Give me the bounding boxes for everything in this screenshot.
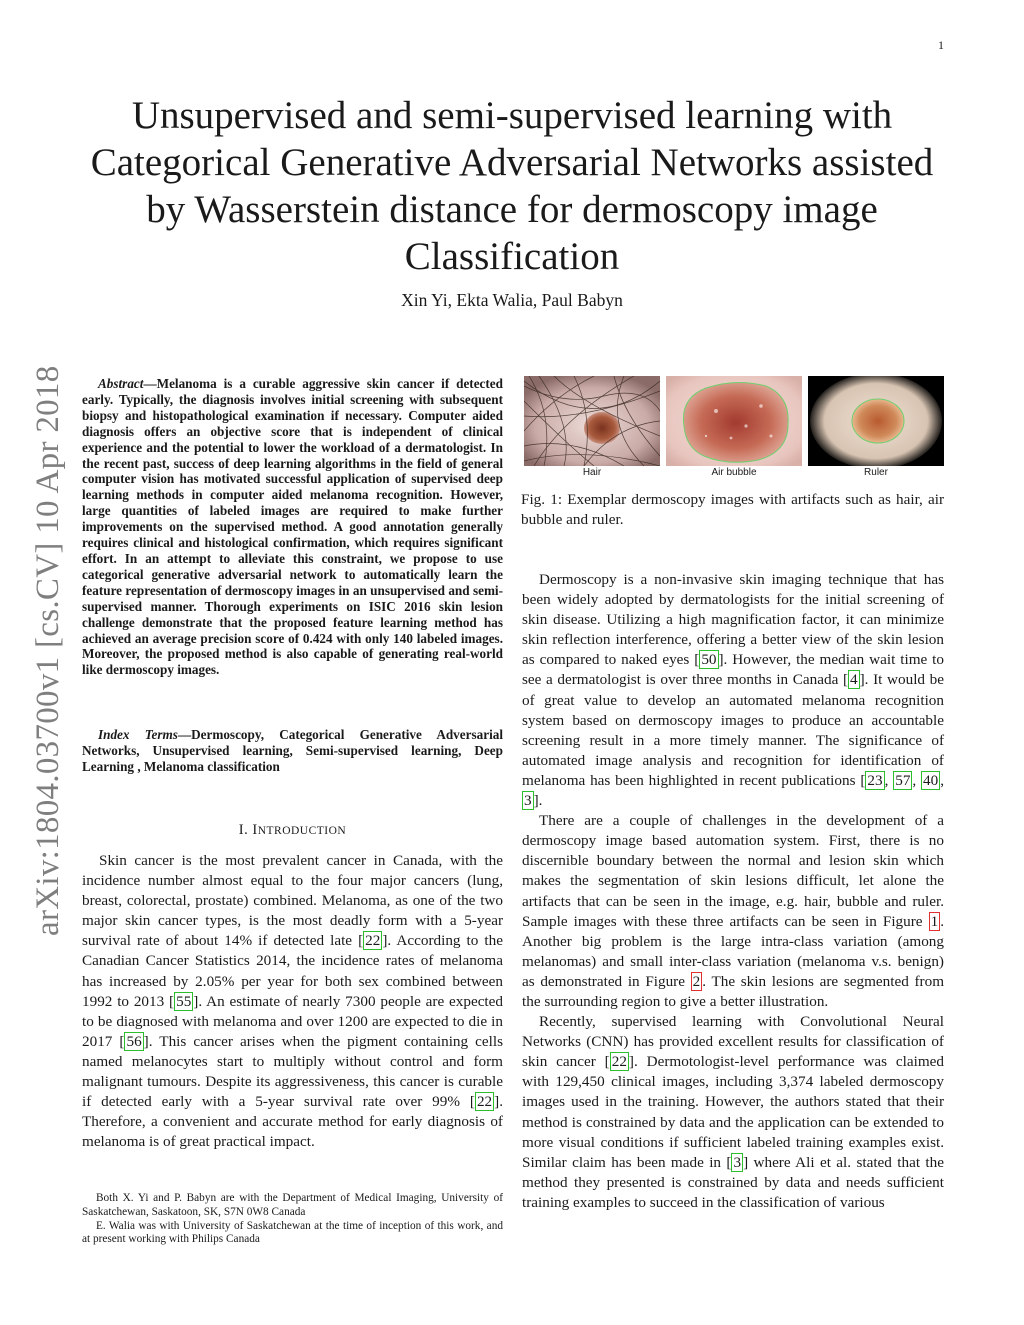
section-number: I. — [238, 822, 249, 838]
arxiv-identifier: arXiv:1804.03700v1 [cs.CV] 10 Apr 2018 — [30, 365, 66, 936]
citation-link[interactable]: 55 — [176, 992, 192, 1010]
abstract-text: —Melanoma is a curable aggressive skin cancer if detected early. Typically, the diagnosis involves initial screening with subsequent biopsy and histopathological examination if necessary. Computer aided diagnosis offers an objective score that is independent of clinical experience and the potential to lower the workload of a dermatologist. In the recent past, success of deep learning algorithms in the field of general computer vision has motivated successful application of supervised deep learning methods in computer aided melanoma recognition. However, large quantities of labeled images are required to make further improvements on the supervised method. A good annotation generally requires clinical and histological confirmation, which requires significant effort. In an attempt to alleviate this constraint, we propose to use categorical generative adversarial network to automatically learn the feature representation of dermoscopy images in an unsupervised and semi-supervised manner. Thorough experiments on ISIC 2016 skin lesion challenge demonstrate that the proposed feature learning method has achieved an average precision score of 0.424 with only 140 labeled images. Moreover, the proposed method is also capable of generating real-world like dermoscopy images. — [82, 376, 503, 678]
figure-caption: Fig. 1: Exemplar dermoscopy images with artifacts such as hair, air bubble and ruler. — [521, 491, 944, 529]
figure-image-air-bubble — [666, 376, 802, 466]
body-text: , — [940, 771, 945, 789]
index-terms-label: Index Terms — [98, 727, 178, 742]
citation-link[interactable]: 56 — [126, 1032, 142, 1050]
intro-paragraph — [82, 851, 503, 1152]
citation-link[interactable]: 57 — [895, 771, 911, 789]
paper-title: Unsupervised and semi-supervised learning with Categorical Generative Adversarial Networks assisted by Wasserstein distance for dermoscopy image Classification — [90, 94, 934, 278]
index-terms — [82, 727, 503, 775]
abstract — [82, 376, 503, 678]
citation-link[interactable]: 40 — [923, 771, 939, 789]
figure-image-ruler — [808, 376, 944, 466]
body-text: Dermoscopy is a non-invasive skin imaging technique that has been widely adopted by dermatologists for the initial screening of skin disease. Utilizing a high magnification factor, it can minimize skin reflection interference, offering a better view of the skin lesion as compared to naked eyes [ — [522, 571, 944, 669]
right-column-text — [522, 570, 944, 1213]
paragraph-dermoscopy — [522, 570, 944, 811]
citation-link[interactable]: 3 — [733, 1153, 742, 1171]
footnotes — [82, 1192, 503, 1247]
section-heading-introduction — [82, 822, 503, 839]
body-text: ] where Ali et al. stated that the method they presented is constrained by data and needs sufficient training examples to succeed in the classification of various — [522, 1153, 944, 1211]
citation-link[interactable]: 3 — [524, 792, 532, 810]
figure-label-ruler: Ruler — [864, 467, 888, 478]
paper-authors: Xin Yi, Ekta Walia, Paul Babyn — [401, 290, 623, 310]
body-text: ]. — [533, 792, 543, 810]
figure-label-hair: Hair — [582, 467, 602, 478]
body-text: ]. Dermotologist-level performance was claimed with 129,450 clinical images, including 3,374 labeled dermoscopy images used in the training. However, the authors stated that their method is constrained by data and the application can be extended to more visual conditions if sufficient labeled training examples exist. Similar claim has been made in [ — [522, 1053, 944, 1171]
figure-ref-link[interactable]: 2 — [692, 972, 701, 990]
section-title-rest: NTRODUCTION — [257, 825, 347, 837]
abstract-label: Abstract — [98, 376, 144, 391]
intro-text: Skin cancer is the most prevalent cancer in Canada, with the incidence number almost equal to the four major cancers (lung, breast, colorectal, prostate) combined. Melanoma, as one of the two major skin cancer types, is the most deadly form with a 5-year survival rate of about 14% if detected late [ — [82, 852, 503, 950]
figure-label-air-bubble: Air bubble — [711, 467, 757, 478]
figure-image-hair — [524, 376, 660, 466]
body-text: , — [912, 771, 922, 789]
intro-text: ]. Therefore, a convenient and accurate method for early diagnosis of melanoma is of great practical impact. — [82, 1093, 503, 1151]
body-text: , — [884, 771, 894, 789]
citation-link[interactable]: 50 — [701, 651, 717, 669]
intro-text: ]. According to the Canadian Cancer Statistics 2014, the incidence rates of melanoma has increased by 2.05% per year for both sex combined between 1992 to 2013 [ — [82, 932, 503, 1010]
figure-ref-link[interactable]: 1 — [930, 912, 939, 930]
body-text: Recently, supervised learning with Convolutional Neural Networks (CNN) has provided excellent results for classification of skin cancer [ — [522, 1013, 944, 1071]
citation-link[interactable]: 22 — [365, 932, 381, 950]
citation-link[interactable]: 23 — [867, 771, 883, 789]
body-text: . Another big problem is the large intra-class variation (among melanomas) and small inter-class variation (melanoma v.s. benign) as demonstrated in Figure — [522, 912, 944, 990]
index-terms-text: —Dermoscopy, Categorical Generative Adversarial Networks, Unsupervised learning, Semi-supervised learning, Deep Learning , Melanoma classification — [82, 727, 503, 774]
citation-link[interactable]: 22 — [476, 1093, 493, 1111]
page-number: 1 — [938, 38, 944, 52]
paragraph-supervised-learning — [522, 1012, 944, 1213]
section-first-letter: I — [252, 822, 258, 838]
body-text: There are a couple of challenges in the development of a dermoscopy image based automation system. First, there is no discernible boundary between the normal and lesion skin which makes the segmentation of skin lesions difficult, let alone the artifacts that can be seen in the image, e.g. hair, bubble and ruler. Sample images with these three artifacts can be seen in Figure — [522, 812, 944, 930]
body-text: ]. It would be of great value to develop an automated melanoma recognition system based on dermoscopy images to produce an accountable screening result in a more timely manner. The significance of automated image analysis and recognition for identification of melanoma has been highlighted in recent publications [ — [522, 671, 944, 789]
footnote-affiliation-1: Both X. Yi and P. Babyn are with the Department of Medical Imaging, University of Saskatchewan, Saskatoon, SK, S7N 0W8 Canada — [82, 1192, 503, 1218]
body-text: ]. However, the median wait time to see a dermatologist is over three months in Canada [ — [522, 651, 944, 689]
citation-link[interactable]: 22 — [611, 1053, 627, 1071]
intro-text: ]. This cancer arises when the pigment containing cells named melanocytes start to multiply without control and form malignant tumours. Despite its aggressiveness, this cancer is curable if detected early with a 5-year survival rate over 99% [ — [82, 1032, 503, 1111]
footnote-affiliation-2: E. Walia was with University of Saskatchewan at the time of inception of this work, and at present working with Philips Canada — [82, 1219, 503, 1246]
intro-text: ]. An estimate of nearly 7300 people are expected to be diagnosed with melanoma and over 1200 are expected to die in 2017 [ — [82, 992, 503, 1050]
body-text: . The skin lesions are segmented from the surrounding region to give a better illustration. — [522, 972, 945, 1010]
paragraph-challenges — [522, 811, 944, 1012]
citation-link[interactable]: 4 — [850, 671, 858, 689]
